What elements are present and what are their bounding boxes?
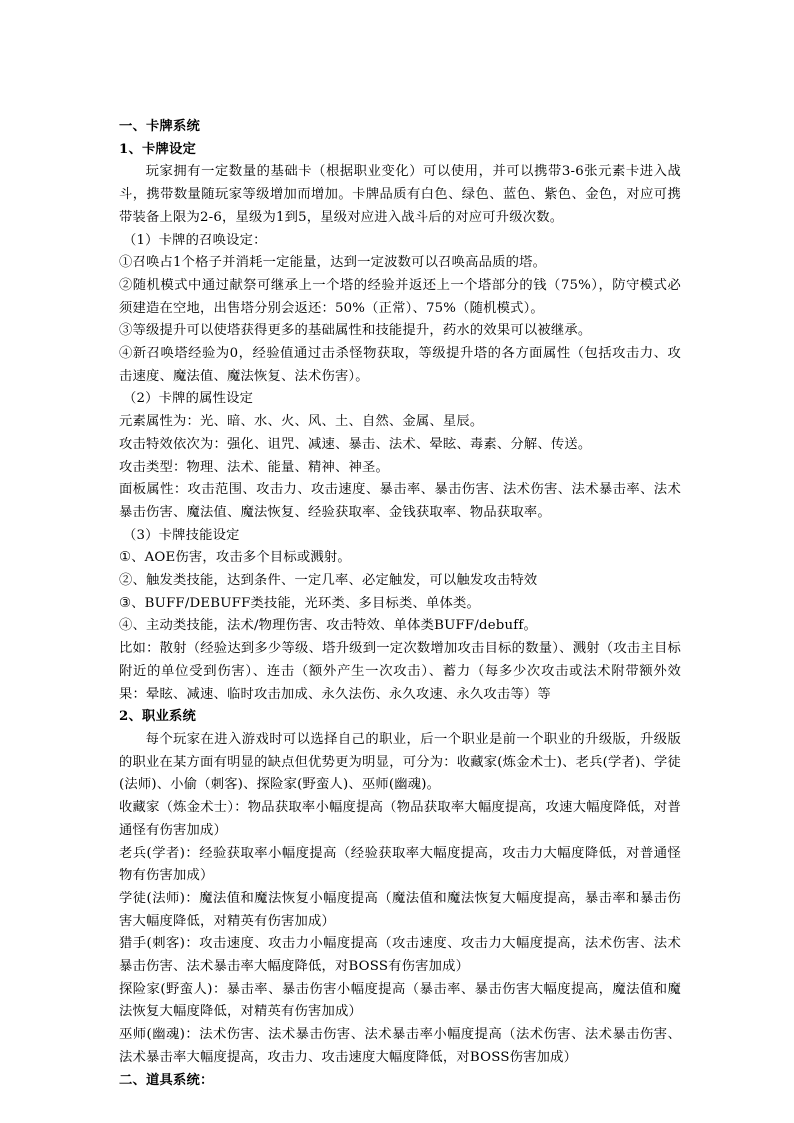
skill-examples: 比如：散射（经验达到多少等级、塔升级到一定次数增加攻击目标的数量）、溅射（攻击主目标附近的单位受到伤害）、连击（额外产生一次攻击）、蓄力（每多少次攻击或法术附带额外效果：晕眩、减速、临时攻击加成、永久法伤、永久攻速、永久攻击等）等 [119, 641, 681, 702]
career-collector: 收藏家（炼金术士）：物品获取率小幅度提高（物品获取率大幅度提高，攻速大幅度降低，对普通怪有伤害加成） [119, 800, 681, 838]
career-explorer: 探险家(野蛮人)：暴击率、暴击伤害小幅度提高（暴击率、暴击伤害大幅度提高，魔法值和魔法恢复大幅度降低，对精英有伤害加成） [119, 981, 681, 1020]
skill-trigger: ②、触发类技能，达到条件、一定几率、必定触发，可以触发攻击特效 [119, 573, 538, 589]
skill-setting-heading: （3）卡牌技能设定 [122, 527, 240, 543]
career-apprentice: 学徒(法师)：魔法值和魔法恢复小幅度提高（魔法值和魔法恢复大幅度提高，暴击率和暴击伤害大幅度降低，对精英有伤害加成） [119, 890, 681, 929]
attack-types: 攻击类型：物理、法术、能量、精神、神圣。 [119, 459, 389, 475]
panel-attributes: 面板属性：攻击范围、攻击力、攻击速度、暴击率、暴击伤害、法术伤害、法术暴击率、法术暴击伤害、魔法值、魔法恢复、经验获取率、金钱获取率、物品获取率。 [119, 482, 681, 520]
attack-effects: 攻击特效依次为：强化、诅咒、减速、暴击、法术、晕眩、毒素、分解、传送。 [119, 436, 592, 452]
skill-active: ④、主动类技能，法术/物理伤害、攻击特效、单体类BUFF/debuff。 [119, 618, 538, 634]
attribute-setting-heading: （2）卡牌的属性设定 [122, 391, 254, 407]
summon-setting-heading: （1）卡牌的召唤设定： [122, 232, 267, 248]
section-heading-card-system: 一、卡牌系统 [119, 119, 200, 134]
subsection-heading-card-setting: 1、卡牌设定 [119, 141, 196, 157]
summon-rule-2: ②随机模式中通过献祭可继承上一个塔的经验并返还上一个塔部分的钱（75%），防守模式必须建造在空地，出售塔分别会返还：50%（正常）、75%（随机模式）。 [119, 277, 681, 316]
summon-rule-4: ④新召唤塔经验为0，经验值通过击杀怪物获取，等级提升塔的各方面属性（包括攻击力、攻击速度、魔法值、魔法恢复、法术伤害）。 [119, 346, 681, 384]
career-wizard: 巫师(幽魂)：法术伤害、法术暴击伤害、法术暴击率小幅度提高（法术伤害、法术暴击伤害、法术暴击率大幅度提高，攻击力、攻击速度大幅度降低，对BOSS伤害加成） [119, 1027, 681, 1065]
summon-rule-3: ③等级提升可以使塔获得更多的基础属性和技能提升，药水的效果可以被继承。 [119, 323, 592, 339]
element-attributes: 元素属性为：光、暗、水、火、风、土、自然、金属、星辰。 [119, 414, 484, 430]
career-veteran: 老兵(学者)：经验获取率小幅度提高（经验获取率大幅度提高，攻击力大幅度降低，对普通怪物有伤害加成） [119, 845, 681, 884]
skill-buff-debuff: ③、BUFF/DEBUFF类技能，光环类、多目标类、单体类。 [119, 595, 480, 611]
document-body [119, 116, 681, 1092]
section-heading-item-system: 二、道具系统： [119, 1072, 214, 1088]
subsection-heading-career-system: 2、职业系统 [119, 709, 196, 725]
summon-rule-1: ①召唤占1个格子并消耗一定能量，达到一定波数可以召唤高品质的塔。 [119, 255, 547, 271]
career-hunter: 猎手(刺客)：攻击速度、攻击力小幅度提高（攻击速度、攻击力大幅度提高，法术伤害、法术暴击伤害、法术暴击率大幅度降低，对BOSS有伤害加成） [119, 936, 681, 975]
card-intro-paragraph: 玩家拥有一定数量的基础卡（根据职业变化）可以使用，并可以携带3-6张元素卡进入战斗，携带数量随玩家等级增加而增加。卡牌品质有白色、绿色、蓝色、紫色、金色，对应可携带装备上限为2-6，星级为1到5，星级对应进入战斗后的对应可升级次数。 [119, 164, 681, 225]
career-intro-paragraph: 每个玩家在进入游戏时可以选择自己的职业，后一个职业是前一个职业的升级版，升级版的职业在某方面有明显的缺点但优势更为明显，可分为：收藏家(炼金术士)、老兵(学者)、学徒(法师)、小偷（刺客)、探险家(野蛮人)、巫师(幽魂)。 [119, 731, 681, 793]
skill-aoe: ①、AOE伤害，攻击多个目标或溅射。 [119, 550, 351, 566]
